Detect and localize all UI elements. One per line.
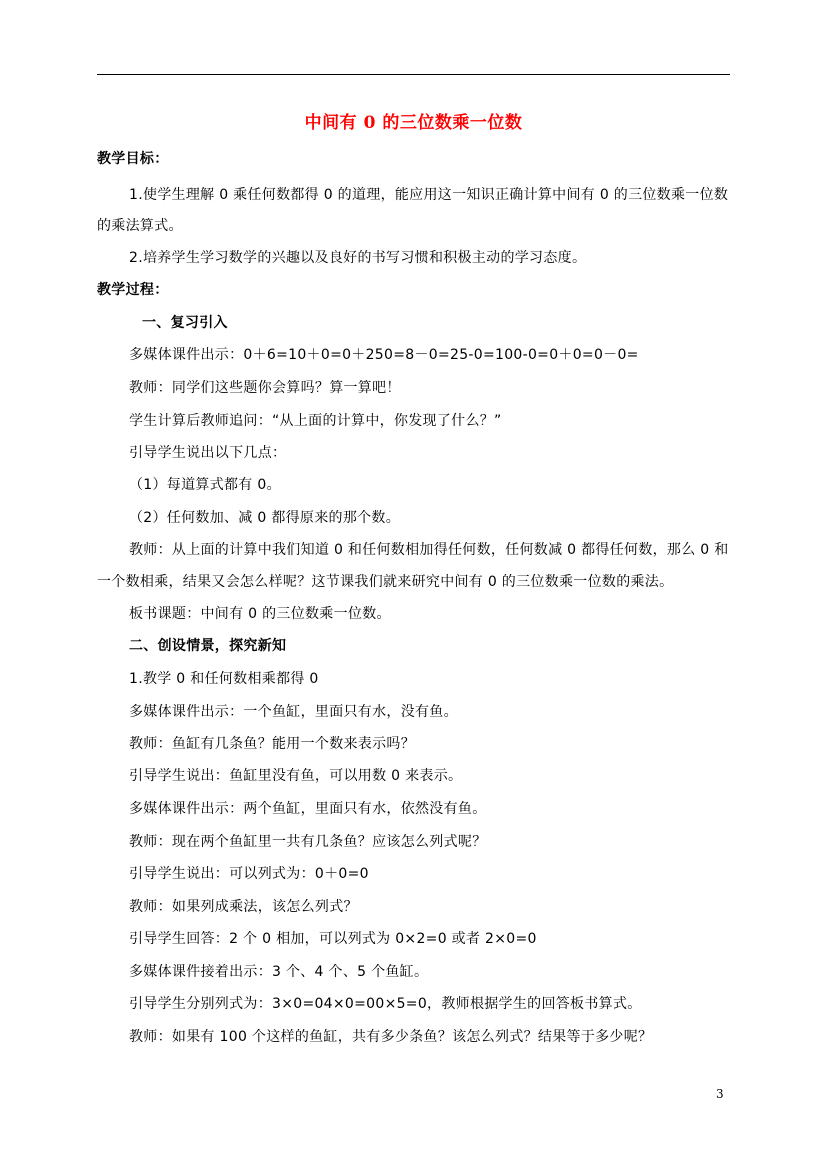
section-heading-process: 教学过程： <box>97 282 169 298</box>
subsection-heading-review: 一、复习引入 <box>142 315 228 331</box>
paragraph-line: 1.教学 0 和任何数相乘都得 0 <box>129 671 319 687</box>
paragraph-line: 引导学生回答：2 个 0 相加，可以列式为 0×2=0 或者 2×0=0 <box>129 931 537 947</box>
paragraph-line: 教师：如果有 100 个这样的鱼缸，共有多少条鱼？该怎么列式？结果等于多少呢？ <box>129 1029 653 1045</box>
paragraph-line: 教师：鱼缸有几条鱼？能用一个数来表示吗？ <box>129 736 415 752</box>
paragraph-line: 教师：现在两个鱼缸里一共有几条鱼？应该怎么列式呢？ <box>129 834 487 850</box>
document-title: 中间有 0 的三位数乘一位数 <box>304 113 523 133</box>
paragraph-line: 1.使学生理解 0 乘任何数都得 0 的道理，能应用这一知识正确计算中间有 0 的三位数乘一位数 <box>129 187 729 203</box>
paragraph-line: 引导学生说出：鱼缸里没有鱼，可以用数 0 来表示。 <box>129 768 463 784</box>
paragraph-line: 的乘法算式。 <box>97 218 183 234</box>
subsection-heading-explore: 二、创设情景，探究新知 <box>129 638 287 654</box>
paragraph-line: 板书课题：中间有 0 的三位数乘一位数。 <box>129 606 391 622</box>
paragraph-line: 引导学生分别列式为：3×0=04×0=00×5=0，教师根据学生的回答板书算式。 <box>129 996 642 1012</box>
paragraph-line: 一个数相乘，结果又会怎么样呢？这节课我们就来研究中间有 0 的三位数乘一位数的乘法。 <box>97 574 674 590</box>
page-number: 3 <box>716 1087 724 1101</box>
header-rule <box>97 74 730 75</box>
list-item: （2）任何数加、减 0 都得原来的那个数。 <box>129 510 401 526</box>
paragraph-line: 引导学生说出以下几点： <box>129 445 287 461</box>
paragraph-line: 学生计算后教师追问：“从上面的计算中，你发现了什么？” <box>129 413 502 429</box>
paragraph-line: 2.培养学生学习数学的兴趣以及良好的书写习惯和积极主动的学习态度。 <box>129 250 587 266</box>
paragraph-line: 多媒体课件出示：一个鱼缸，里面只有水，没有鱼。 <box>129 704 458 720</box>
paragraph-line: 教师：如果列成乘法，该怎么列式？ <box>129 899 358 915</box>
paragraph-line: 教师：从上面的计算中我们知道 0 和任何数相加得任何数，任何数减 0 都得任何数，那么 0 和 <box>129 542 729 558</box>
paragraph-line: 教师：同学们这些题你会算吗？算一算吧！ <box>129 380 401 396</box>
section-heading-objectives: 教学目标： <box>97 151 169 167</box>
paragraph-line: 引导学生说出：可以列式为：0＋0=0 <box>129 866 369 882</box>
paragraph-line: 多媒体课件出示：0＋6=10＋0=0＋250=8－0=25-0=100-0=0＋0=0－0= <box>129 347 639 363</box>
list-item: （1）每道算式都有 0。 <box>129 477 281 493</box>
paragraph-line: 多媒体课件接着出示：3 个、4 个、5 个鱼缸。 <box>129 964 429 980</box>
paragraph-line: 多媒体课件出示：两个鱼缸，里面只有水，依然没有鱼。 <box>129 801 487 817</box>
